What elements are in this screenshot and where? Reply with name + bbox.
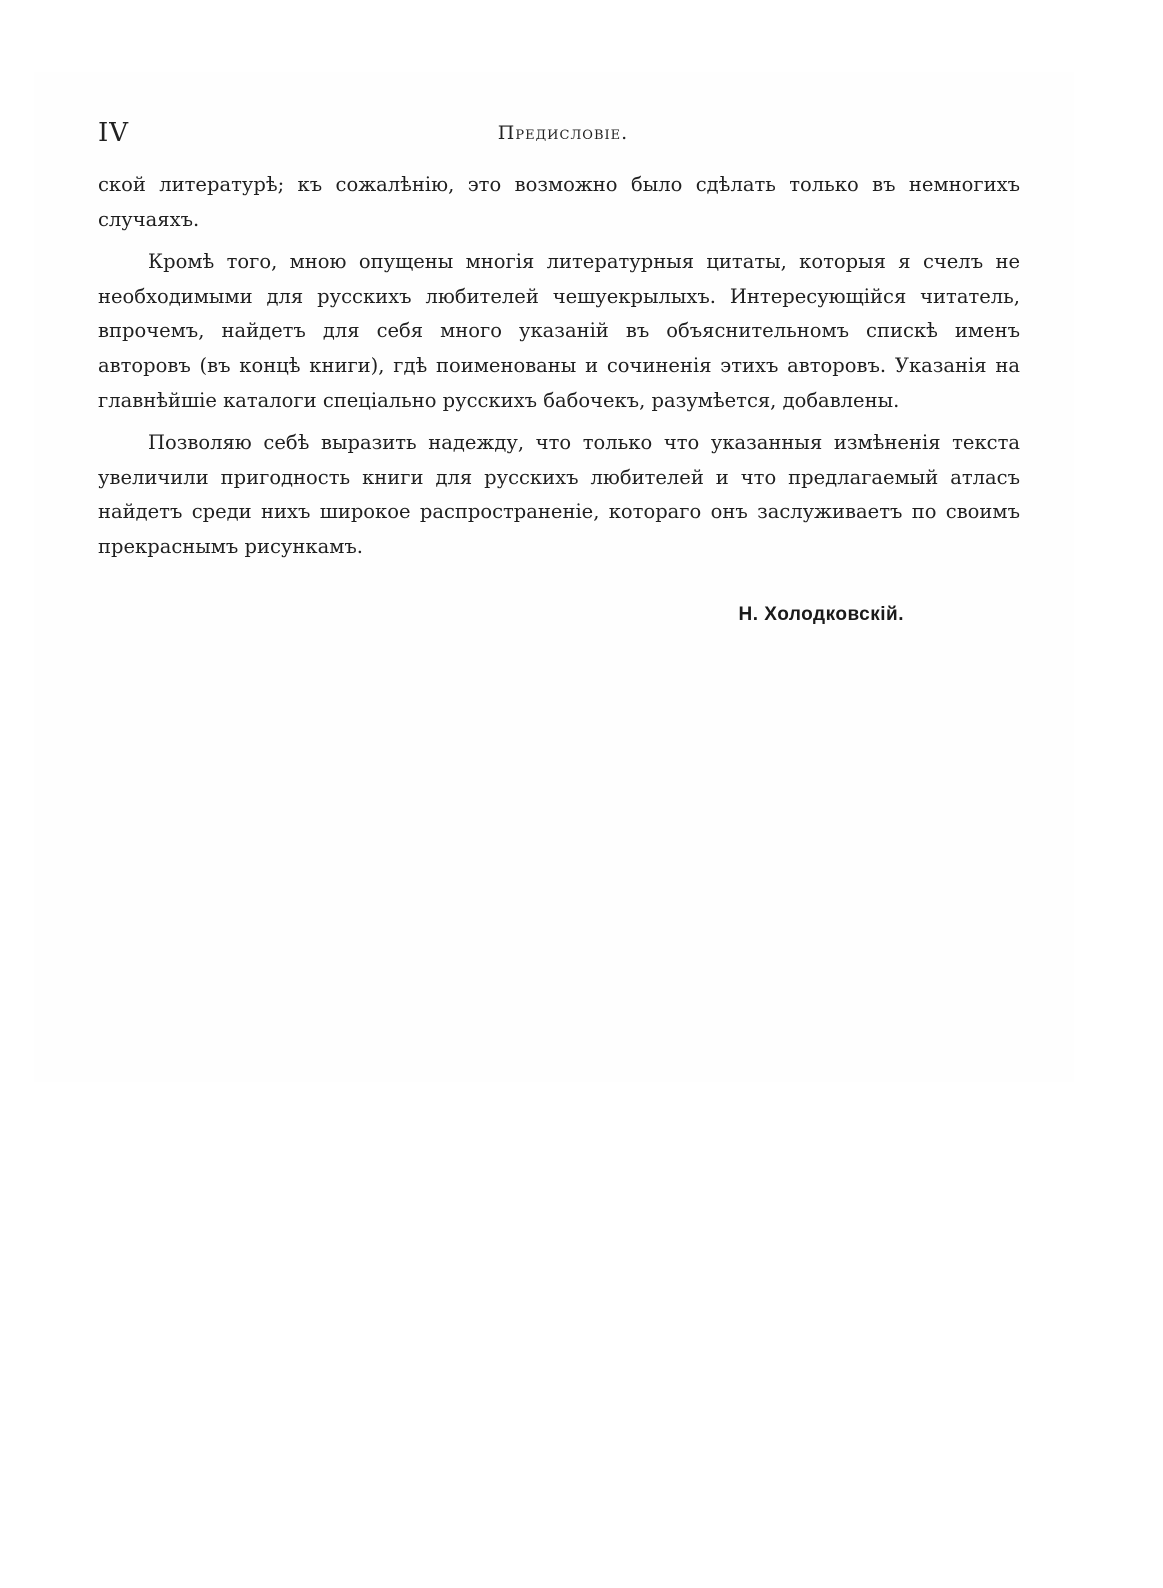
paragraph-hope: Позволяю себѣ выразить надежду, что только что указанныя измѣненія текста увеличили пригодность книги для русскихъ любителей и что предлагаемый атласъ найдетъ среди нихъ широкое распространеніе, котораго онъ заслуживаетъ по своимъ прекраснымъ рисункамъ. (98, 431, 1020, 558)
running-title: Предисловіе. (497, 122, 629, 144)
paragraph-continued: ской литературѣ; къ сожалѣнію, это возможно было сдѣлать только въ немногихъ случаяхъ. (98, 173, 1020, 231)
page-number: IV (98, 118, 130, 148)
body-text (98, 168, 1020, 573)
paragraph-quotations: Кромѣ того, мною опущены многія литературныя цитаты, которыя я счелъ не необходимыми для русскихъ любителей чешуекрылыхъ. Интересующійся читатель, впрочемъ, найдетъ для себя много указаній въ объяснительномъ спискѣ именъ авторовъ (въ концѣ книги), гдѣ поименованы и сочиненія этихъ авторовъ. Указанія на главнѣйшіе каталоги спеціально русскихъ бабочекъ, разумѣется, добавлены. (98, 250, 1020, 412)
page-header (98, 118, 1028, 158)
author-signature: Н. Холодковскій. (738, 604, 904, 625)
